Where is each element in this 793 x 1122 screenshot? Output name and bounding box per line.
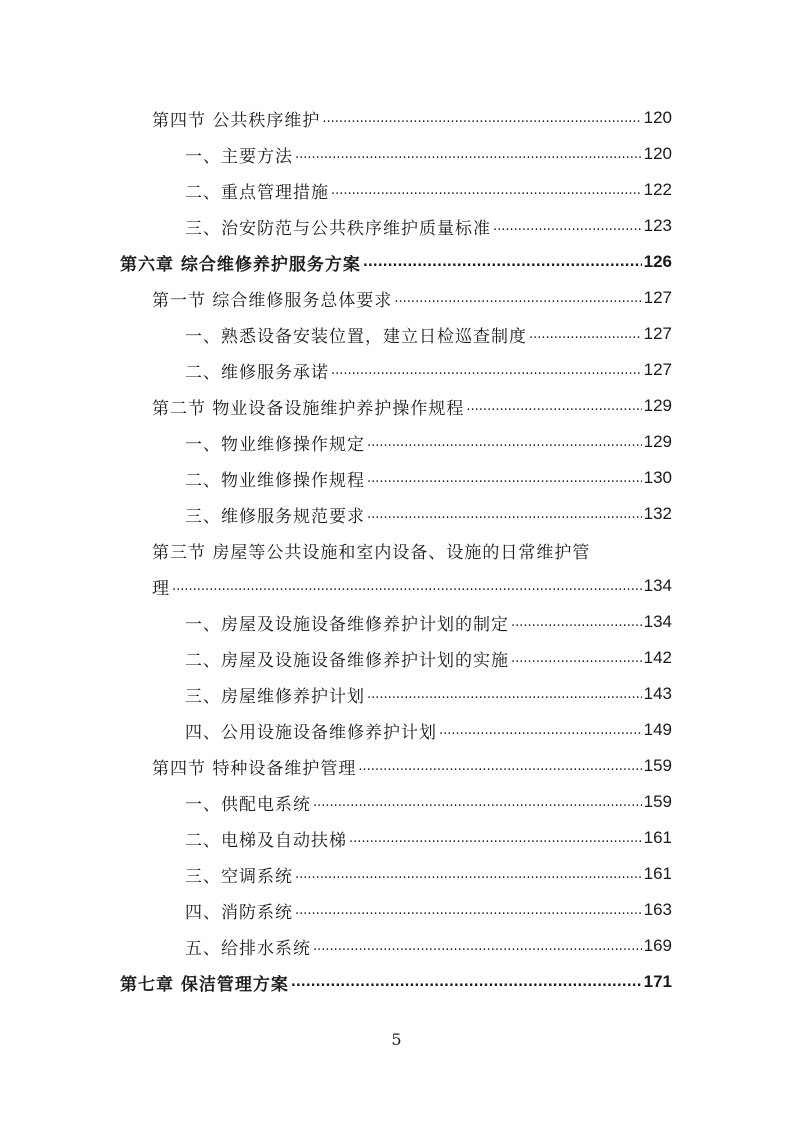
toc-entry-page: 126 (643, 252, 672, 271)
toc-entry-item[interactable] (185, 712, 672, 748)
toc-entry-page: 132 (643, 504, 672, 523)
toc-entry-section-continuation[interactable] (152, 568, 672, 604)
toc-entry-item[interactable] (185, 856, 672, 892)
dot-leader (322, 108, 641, 128)
toc-entry-label: 三、维修服务规范要求 (185, 506, 365, 527)
toc-entry-label-continuation: 理 (152, 578, 170, 599)
toc-entry-page: 163 (643, 900, 672, 919)
toc-entry-label: 二、物业维修操作规程 (185, 470, 365, 491)
toc-entry-item[interactable] (185, 316, 672, 352)
toc-entry-label: 第三节 房屋等公共设施和室内设备、设施的日常维护管 (152, 542, 591, 563)
toc-entry-page: 169 (643, 936, 672, 955)
toc-entry-section[interactable] (152, 280, 672, 316)
toc-entry-chapter[interactable] (120, 964, 672, 1000)
toc-entry-item[interactable] (185, 820, 672, 856)
toc-entry-page: 127 (643, 324, 672, 343)
toc-entry-item[interactable] (185, 784, 672, 820)
toc-entry-section[interactable] (152, 388, 672, 424)
toc-entry-label: 一、供配电系统 (185, 794, 311, 815)
toc-entry-item[interactable] (185, 604, 672, 640)
toc-entry-item[interactable] (185, 208, 672, 244)
toc-entry-label: 第四节 公共秩序维护 (152, 110, 321, 131)
dot-leader (493, 216, 642, 236)
toc-entry-page: 134 (643, 612, 672, 631)
toc-entry-label: 二、电梯及自动扶梯 (185, 830, 347, 851)
toc-entry-page: 122 (643, 180, 672, 199)
toc-entry-item[interactable] (185, 352, 672, 388)
toc-entry-page: 161 (643, 864, 672, 883)
toc-entry-page: 149 (643, 720, 672, 739)
dot-leader (367, 684, 642, 704)
dot-leader (511, 648, 642, 668)
toc-entry-label: 三、房屋维修养护计划 (185, 686, 365, 707)
dot-leader (295, 144, 642, 164)
toc-entry-label: 第七章 保洁管理方案 (120, 974, 289, 995)
toc-entry-section[interactable] (152, 748, 672, 784)
toc-entry-chapter[interactable] (120, 244, 672, 280)
toc-entry-label: 三、空调系统 (185, 866, 293, 887)
toc-entry-page: 159 (643, 792, 672, 811)
dot-leader (466, 396, 641, 416)
toc-entry-section-wrapped[interactable] (152, 532, 672, 568)
dot-leader (363, 252, 642, 272)
toc-entry-page: 130 (643, 468, 672, 487)
toc-entry-page: 129 (643, 396, 672, 415)
toc-entry-item[interactable] (185, 496, 672, 532)
toc-entry-label: 四、公用设施设备维修养护计划 (185, 722, 437, 743)
toc-entry-page: 161 (643, 828, 672, 847)
toc-entry-label: 一、物业维修操作规定 (185, 434, 365, 455)
dot-leader (172, 576, 642, 596)
dot-leader (394, 288, 641, 308)
toc-entry-label: 四、消防系统 (185, 902, 293, 923)
toc-entry-page: 127 (643, 288, 672, 307)
toc-entry-page: 143 (643, 684, 672, 703)
dot-leader (313, 792, 642, 812)
dot-leader (295, 900, 642, 920)
toc-entry-label: 一、房屋及设施设备维修养护计划的制定 (185, 614, 509, 635)
dot-leader (295, 864, 642, 884)
toc-entry-item[interactable] (185, 892, 672, 928)
toc-entry-item[interactable] (185, 676, 672, 712)
toc-entry-item[interactable] (185, 460, 672, 496)
dot-leader (349, 828, 642, 848)
page-number: 5 (391, 1030, 402, 1049)
toc-entry-label: 二、重点管理措施 (185, 182, 329, 203)
toc-entry-page: 129 (643, 432, 672, 451)
toc-entry-page: 134 (643, 576, 672, 595)
toc-entry-page: 142 (643, 648, 672, 667)
toc-entry-label: 第四节 特种设备维护管理 (152, 758, 357, 779)
dot-leader (367, 504, 642, 524)
toc-entry-page: 171 (643, 972, 672, 991)
toc-entry-page: 127 (643, 360, 672, 379)
toc-entry-page: 123 (643, 216, 672, 235)
toc-entry-page: 120 (643, 144, 672, 163)
toc-entry-label: 二、维修服务承诺 (185, 362, 329, 383)
dot-leader (439, 720, 642, 740)
dot-leader (358, 756, 641, 776)
toc-entry-label: 第六章 综合维修养护服务方案 (120, 254, 361, 275)
dot-leader (331, 360, 642, 380)
toc-entry-item[interactable] (185, 136, 672, 172)
toc-entry-label: 二、房屋及设施设备维修养护计划的实施 (185, 650, 509, 671)
dot-leader (367, 468, 642, 488)
dot-leader (313, 936, 642, 956)
toc-entry-item[interactable] (185, 172, 672, 208)
toc-entry-item[interactable] (185, 640, 672, 676)
toc-entry-section[interactable] (152, 100, 672, 136)
toc-entry-item[interactable] (185, 424, 672, 460)
dot-leader (529, 324, 642, 344)
toc-entry-label: 一、主要方法 (185, 146, 293, 167)
toc-entry-label: 第一节 综合维修服务总体要求 (152, 290, 393, 311)
toc-entry-label: 一、熟悉设备安装位置，建立日检巡查制度 (185, 326, 527, 347)
dot-leader (511, 612, 642, 632)
dot-leader (331, 180, 642, 200)
toc-entry-page: 120 (643, 108, 672, 127)
dot-leader (291, 972, 642, 992)
dot-leader (367, 432, 642, 452)
toc-entry-label: 第二节 物业设备设施维护养护操作规程 (152, 398, 465, 419)
toc-entry-item[interactable] (185, 928, 672, 964)
toc-entry-page: 159 (643, 756, 672, 775)
toc-entry-label: 三、治安防范与公共秩序维护质量标准 (185, 218, 491, 239)
toc-entry-label: 五、给排水系统 (185, 938, 311, 959)
